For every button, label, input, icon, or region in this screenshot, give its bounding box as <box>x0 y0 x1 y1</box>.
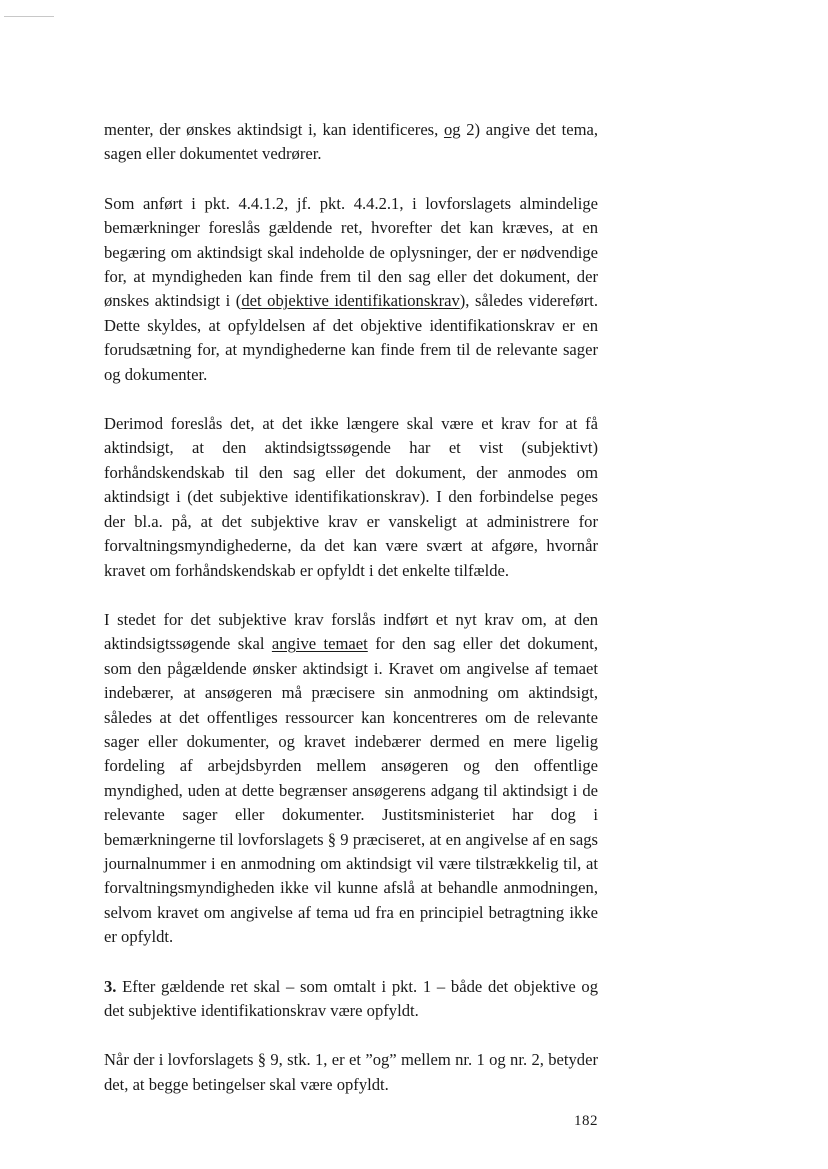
paragraph-6-text: Når der i lovforslagets § 9, stk. 1, er et ”og” mellem nr. 1 og nr. 2, betyder det, at begge betingelser skal være opfyldt. <box>104 1050 598 1094</box>
paragraph-4-text-b: for den sag eller det dokument, som den pågældende ønsker aktindsigt i. Kravet om angivelse af temaet indebærer, at ansøgeren må præcisere sin anmodning om aktindsigt, således at det offentliges ressourcer kan koncentreres om de relevante sager eller dokumenter, og kravet indebærer dermed en mere ligelig fordeling af arbejdsbyrden mellem ansøgeren og den offentlige myndighed, uden at dette begrænser ansøgerens adgang til aktindsigt i de relevante sager eller dokumenter. Justitsministeriet har dog i bemærkningerne til lovforslagets § 9 præciseret, at en angivelse af en sags journalnummer i en anmodning om aktindsigt vil være tilstrækkelig til, at forvaltningsmyndigheden ikke vil kunne afslå at behandle anmodningen, selvom kravet om angivelse af tema ud fra en principiel betragtning ikke er opfyldt. <box>104 634 599 947</box>
paragraph-2-text-b: ), således videreført. Dette skyldes, at opfyldelsen af det objektive identifikationskrav er en forudsætning for, at myndighederne kan finde frem til de relevante sager og dokumenter. <box>104 291 598 384</box>
underlined-objective-requirement: det objektive identifikationskrav <box>241 291 460 311</box>
underlined-theme: angive temaet <box>271 634 368 654</box>
paragraph-2-text-a: Som anført i pkt. 4.4.1.2, jf. pkt. 4.4.2.1, i lovforslagets almindelige bemærkninger foreslås gældende ret, hvorefter det kan kræves, at en begæring om aktindsigt skal indeholde de oplysninger, der er nødvendige for, at myndigheden kan finde frem til den sag eller det dokument, der ønskes aktindsigt i ( <box>104 193 598 311</box>
page-number: 182 <box>574 1113 598 1129</box>
paragraph-5 <box>104 975 598 1024</box>
underlined-og: og <box>443 120 461 139</box>
paragraph-5-text: Efter gældende ret skal – som omtalt i pkt. 1 – både det objektive og det subjektive identifikationskrav være opfyldt. <box>104 976 598 1020</box>
paragraph-1 <box>104 118 598 167</box>
paragraph-gap <box>104 583 598 608</box>
document-body <box>104 118 598 1097</box>
paragraph-3-text: Derimod foreslås det, at det ikke længere skal være et krav for at få aktindsigt, at den aktindsigtssøgende har et vist (subjektivt) forhåndskendskab til den sag eller det dokument, der anmodes om aktindsigt i (det subjektive identifikationskrav). I den forbindelse peges der bl.a. på, at det subjektive krav er vanskeligt at administrere for forvaltningsmyndighederne, da det kan være svært at afgøre, hvornår kravet om forhåndskendskab er opfyldt i det enkelte tilfælde. <box>104 414 598 580</box>
paragraph-gap <box>104 1023 598 1048</box>
paragraph-4-text-a: I stedet for det subjektive krav forslås indført et nyt krav om, at den aktindsigtssøgende skal <box>104 609 598 654</box>
paragraph-4 <box>104 608 598 950</box>
paragraph-gap <box>104 387 598 412</box>
paragraph-gap <box>104 167 598 192</box>
section-number: 3. <box>104 976 117 996</box>
paragraph-1-text-b: 2) angive det tema, sagen eller dokumentet vedrører. <box>104 120 598 164</box>
paragraph-6 <box>104 1048 598 1097</box>
paragraph-1-text-a: menter, der ønskes aktindsigt i, kan identificeres, <box>104 120 444 139</box>
scan-edge-mark <box>4 16 54 17</box>
paragraph-3 <box>104 412 598 583</box>
paragraph-2 <box>104 192 598 387</box>
paragraph-gap <box>104 950 598 975</box>
